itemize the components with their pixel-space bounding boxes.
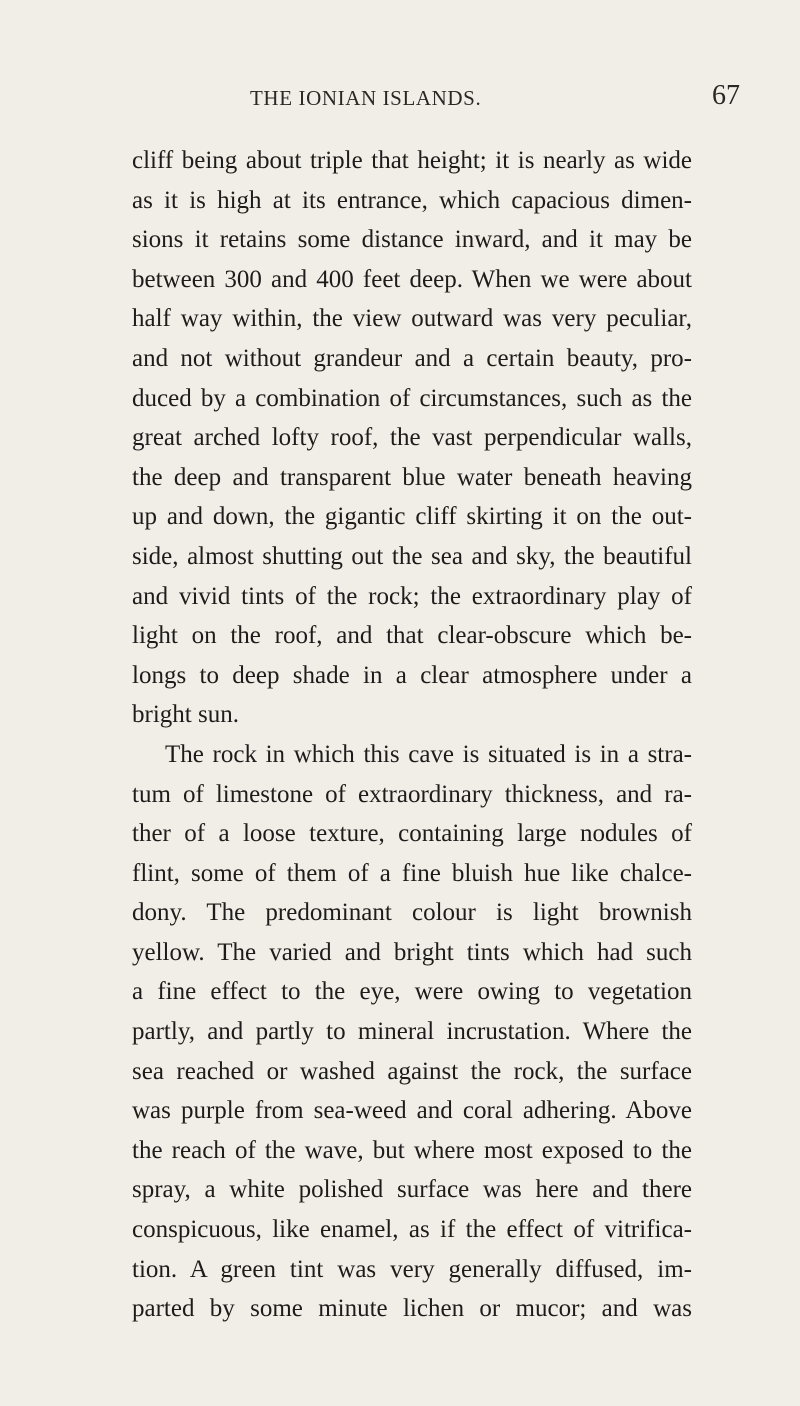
text-line: duced by a combination of circumstances, such as the	[132, 384, 692, 412]
text-line: light on the roof, and that clear-obscure which be-	[132, 622, 692, 650]
text-line: longs to deep shade in a clear atmosphere under a	[132, 661, 692, 689]
text-line: cliff being about triple that height; it is nearly as wide	[132, 147, 692, 174]
text-line: and vivid tints of the rock; the extraordinary play of	[132, 582, 692, 610]
text-line: and not without grandeur and a certain beauty, pro-	[132, 344, 692, 372]
text-line: spray, a white polished surface was here and there	[132, 1176, 692, 1204]
text-line: yellow. The varied and bright tints which had such	[132, 938, 692, 966]
text-line: sea reached or washed against the rock, the surface	[132, 1057, 692, 1085]
text-line: side, almost shutting out the sea and sky, the beautiful	[132, 542, 692, 570]
text-line: a fine effect to the eye, were owing to vegetation	[132, 978, 692, 1006]
text-line: dony. The predominant colour is light brownish	[132, 899, 692, 927]
text-line: tum of limestone of extraordinary thickness, and ra-	[132, 780, 692, 808]
text-line: up and down, the gigantic cliff skirting it on the out-	[132, 503, 692, 531]
text-line: conspicuous, like enamel, as if the effect of vitrifica-	[132, 1216, 692, 1244]
text-line: sions it retains some distance inward, and it may be	[132, 226, 692, 254]
text-line: flint, some of them of a fine bluish hue like chalce-	[132, 859, 692, 887]
text-line: parted by some minute lichen or mucor; and was	[132, 1295, 692, 1323]
page-number: 67	[712, 80, 740, 111]
text-line: between 300 and 400 feet deep. When we were about	[132, 265, 692, 293]
text-line: half way within, the view outward was very peculiar,	[132, 305, 692, 333]
paragraph-end-line: bright sun.	[132, 701, 239, 729]
text-line: tion. A green tint was very generally diffused, im-	[132, 1255, 692, 1283]
text-line: ther of a loose texture, containing large nodules of	[132, 820, 692, 848]
running-head: THE IONIAN ISLANDS.	[250, 86, 482, 110]
text-line: great arched lofty roof, the vast perpendicular walls,	[132, 424, 692, 452]
body-text	[132, 141, 692, 1329]
text-line: as it is high at its entrance, which capacious dimen-	[132, 186, 692, 214]
text-line: was purple from sea-weed and coral adhering. Above	[132, 1097, 692, 1125]
paragraph-start-line: The rock in which this cave is situated is in a stra-	[165, 740, 692, 768]
text-line: partly, and partly to mineral incrustation. Where the	[132, 1018, 692, 1046]
text-line: the reach of the wave, but where most exposed to the	[132, 1136, 692, 1164]
text-line: the deep and transparent blue water beneath heaving	[132, 463, 692, 491]
